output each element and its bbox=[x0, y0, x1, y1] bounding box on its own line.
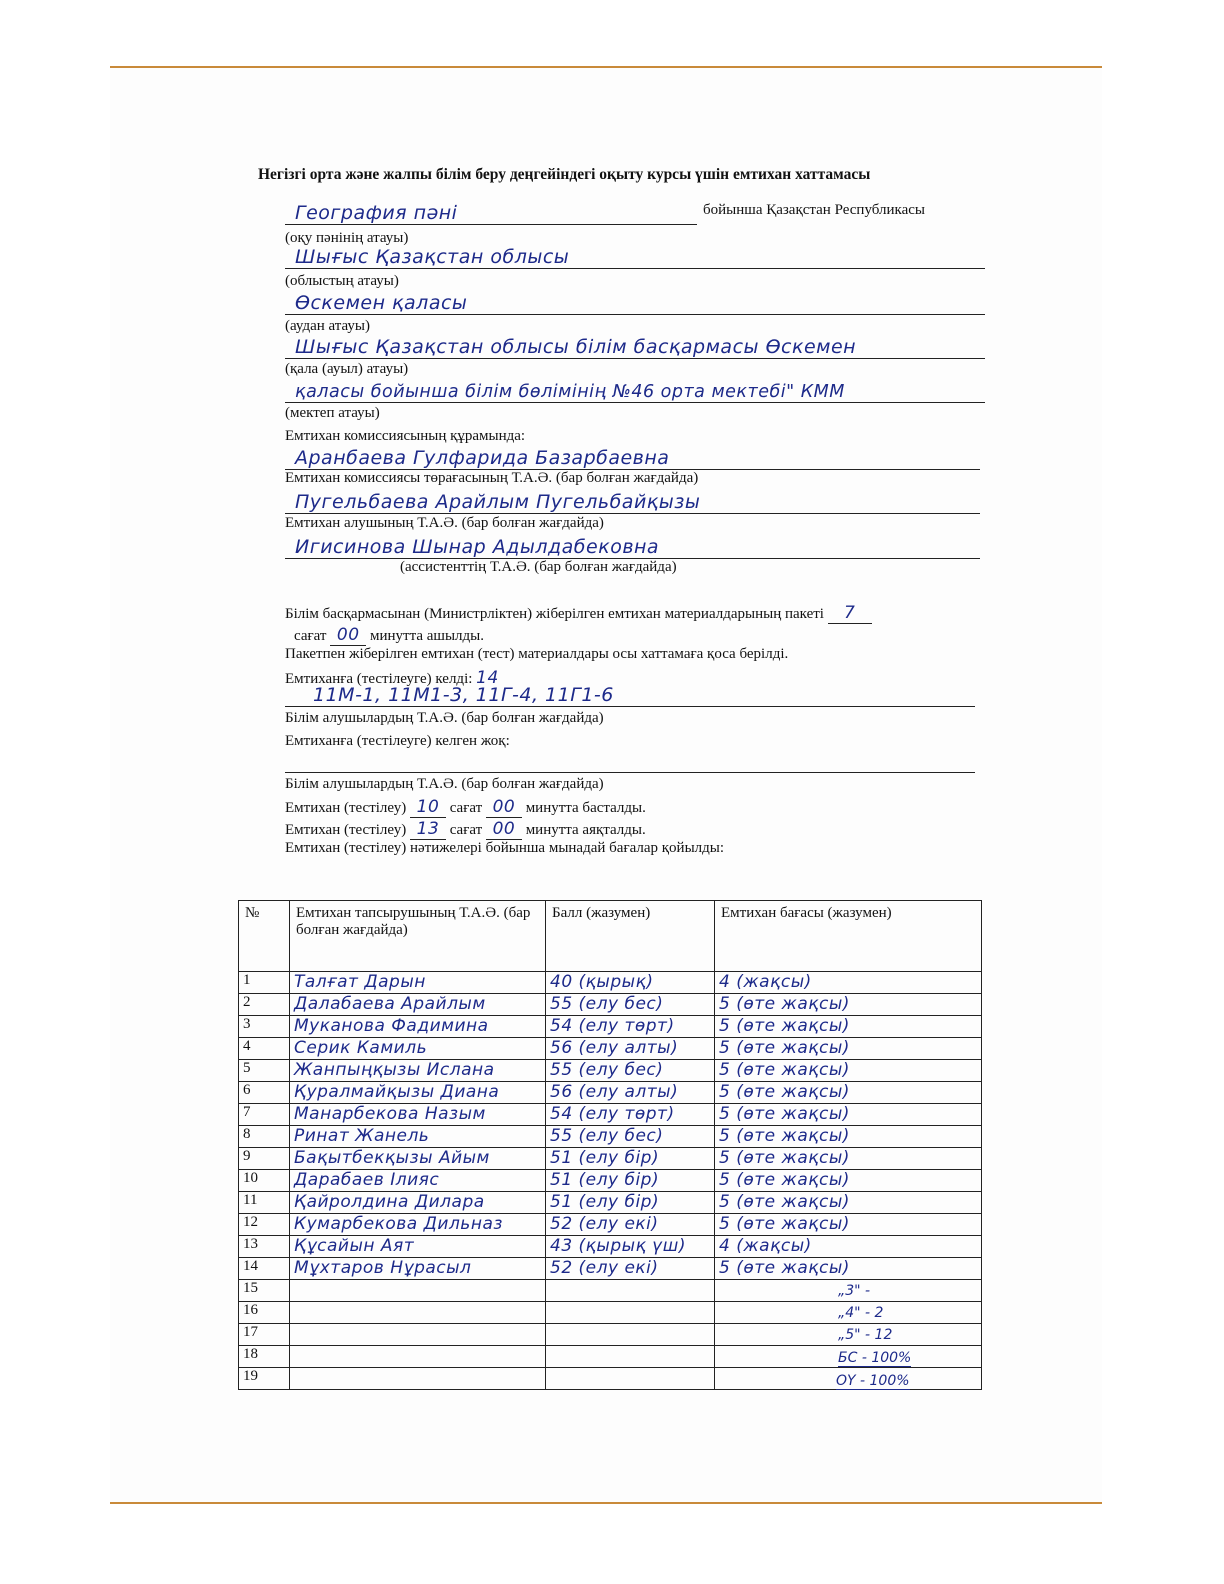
row-student-name: Талғат Дарын bbox=[290, 972, 546, 994]
package-attached: Пакетпен жіберілген емтихан (тест) материалдары осы хаттамаға қоса берілді. bbox=[285, 646, 789, 662]
row-score: 40 (қырық) bbox=[546, 972, 715, 994]
row-grade: 5 (өте жақсы) bbox=[715, 1060, 982, 1082]
package-line2-suffix: минутта ашылды. bbox=[369, 628, 484, 644]
row-student-name: Мұхтаров Нұрасыл bbox=[290, 1258, 546, 1280]
summary-note: БС - 100% bbox=[838, 1350, 912, 1366]
header-score: Балл (жазумен) bbox=[546, 901, 715, 972]
row-grade: 5 (өте жақсы) bbox=[715, 1016, 982, 1038]
row-score: 55 (елу бес) bbox=[546, 994, 715, 1016]
table-row bbox=[239, 1082, 982, 1104]
start-line bbox=[285, 797, 646, 818]
row-grade: 5 (өте жақсы) bbox=[715, 1214, 982, 1236]
row-number: 10 bbox=[239, 1170, 290, 1192]
assistant-caption: (ассистенттің Т.А.Ә. (бар болған жағдайда) bbox=[400, 559, 677, 575]
row-number: 12 bbox=[239, 1214, 290, 1236]
row-number: 8 bbox=[239, 1126, 290, 1148]
row-number: 3 bbox=[239, 1016, 290, 1038]
start-suffix: минутта басталды. bbox=[525, 800, 646, 816]
row-grade: 5 (өте жақсы) bbox=[715, 1082, 982, 1104]
summary-note: „4" - 2 bbox=[838, 1305, 884, 1321]
assistant-field bbox=[285, 536, 980, 559]
start-hour-label: сағат bbox=[449, 800, 483, 816]
examiner-caption: Емтихан алушының Т.А.Ә. (бар болған жағдайда) bbox=[285, 515, 604, 531]
district-caption: (аудан атауы) bbox=[285, 318, 370, 334]
region-value: Шығыс Қазақстан облысы bbox=[295, 246, 570, 268]
table-row bbox=[239, 1148, 982, 1170]
row-grade: 5 (өте жақсы) bbox=[715, 1170, 982, 1192]
package-line1-text: Білім басқармасынан (Министрліктен) жіберілген емтихан материалдарының пакеті bbox=[285, 606, 824, 622]
row-student-name bbox=[290, 1368, 546, 1390]
end-line bbox=[285, 819, 646, 840]
school-caption: (мектеп атауы) bbox=[285, 405, 380, 421]
table-row bbox=[239, 1258, 982, 1280]
district-value: Өскемен қаласы bbox=[295, 292, 468, 314]
attended-classes-field bbox=[285, 684, 975, 707]
end-minute: 00 bbox=[486, 819, 522, 840]
row-score: 51 (елу бір) bbox=[546, 1170, 715, 1192]
row-number: 1 bbox=[239, 972, 290, 994]
region-caption: (облыстың атауы) bbox=[285, 273, 399, 289]
row-student-name: Ринат Жанель bbox=[290, 1126, 546, 1148]
summary-note: „5" - 12 bbox=[838, 1327, 893, 1343]
start-minute: 00 bbox=[486, 797, 522, 818]
end-prefix: Емтихан (тестілеу) bbox=[285, 822, 407, 838]
row-student-name: Муканова Фадимина bbox=[290, 1016, 546, 1038]
row-grade: 5 (өте жақсы) bbox=[715, 1258, 982, 1280]
table-header-row bbox=[239, 901, 982, 972]
table-row bbox=[239, 1170, 982, 1192]
row-score bbox=[546, 1280, 715, 1302]
row-score bbox=[546, 1346, 715, 1368]
school-value: қаласы бойынша білім бөлімінің №46 орта мектебі" КММ bbox=[295, 382, 845, 402]
subject-caption: (оқу пәнінің атауы) bbox=[285, 230, 409, 246]
row-number: 14 bbox=[239, 1258, 290, 1280]
summary-note: „3" - bbox=[838, 1283, 871, 1299]
region-field bbox=[285, 246, 985, 269]
assistant-value: Игисинова Шынар Адылдабековна bbox=[295, 536, 660, 558]
row-student-name: Қуралмайқызы Диана bbox=[290, 1082, 546, 1104]
row-number: 7 bbox=[239, 1104, 290, 1126]
row-student-name: Далабаева Арайлым bbox=[290, 994, 546, 1016]
table-row bbox=[239, 1060, 982, 1082]
start-hour: 10 bbox=[410, 797, 446, 818]
row-score: 52 (елу екі) bbox=[546, 1214, 715, 1236]
row-score: 56 (елу алты) bbox=[546, 1038, 715, 1060]
row-grade: 5 (өте жақсы) bbox=[715, 1148, 982, 1170]
table-row bbox=[239, 994, 982, 1016]
row-number: 18 bbox=[239, 1346, 290, 1368]
row-student-name: Қайролдина Дилара bbox=[290, 1192, 546, 1214]
results-intro: Емтихан (тестілеу) нәтижелері бойынша мынадай бағалар қойылды: bbox=[285, 840, 725, 856]
table-row bbox=[239, 1214, 982, 1236]
table-row bbox=[239, 1104, 982, 1126]
commission-label: Емтихан комиссиясының құрамында: bbox=[285, 428, 526, 444]
row-student-name: Кумарбекова Дильназ bbox=[290, 1214, 546, 1236]
row-score: 54 (елу төрт) bbox=[546, 1016, 715, 1038]
row-student-name bbox=[290, 1324, 546, 1346]
examiner-value: Пугельбаева Арайлым Пугельбайқызы bbox=[295, 491, 701, 513]
table-row bbox=[239, 1192, 982, 1214]
city-field bbox=[285, 336, 985, 359]
row-score bbox=[546, 1324, 715, 1346]
chairman-field bbox=[285, 447, 980, 470]
school-field bbox=[285, 380, 985, 403]
attended-label: Емтиханға (тестілеуге) келді: bbox=[285, 671, 473, 687]
end-hour: 13 bbox=[410, 819, 446, 840]
subject-value: География пәні bbox=[295, 202, 458, 224]
table-row bbox=[239, 1038, 982, 1060]
end-suffix: минутта аяқталды. bbox=[525, 822, 646, 838]
row-score: 54 (елу төрт) bbox=[546, 1104, 715, 1126]
subject-field bbox=[285, 202, 697, 225]
subject-suffix: бойынша Қазақстан Республикасы bbox=[703, 202, 925, 218]
row-student-name: Жанпыңқызы Ислана bbox=[290, 1060, 546, 1082]
attended-caption: Білім алушылардың Т.А.Ә. (бар болған жағдайда) bbox=[285, 710, 604, 726]
package-minute: 00 bbox=[330, 625, 366, 646]
row-grade: 5 (өте жақсы) bbox=[715, 1192, 982, 1214]
row-grade: 5 (өте жақсы) bbox=[715, 1038, 982, 1060]
row-number: 5 bbox=[239, 1060, 290, 1082]
chairman-caption: Емтихан комиссиясы төрағасының Т.А.Ә. (бар болған жағдайда) bbox=[285, 470, 699, 486]
package-hour: 7 bbox=[828, 603, 872, 624]
package-hour-label: сағат bbox=[294, 628, 327, 644]
row-student-name: Серик Камиль bbox=[290, 1038, 546, 1060]
row-score: 56 (елу алты) bbox=[546, 1082, 715, 1104]
table-row bbox=[239, 1126, 982, 1148]
summary-note: ОҮ - 100% bbox=[836, 1373, 910, 1389]
absent-caption: Білім алушылардың Т.А.Ә. (бар болған жағдайда) bbox=[285, 776, 604, 792]
chairman-value: Аранбаева Гулфарида Базарбаевна bbox=[295, 447, 670, 469]
row-score bbox=[546, 1368, 715, 1390]
header-number: № bbox=[239, 901, 290, 972]
document-title: Негізгі орта және жалпы білім беру деңгейіндегі оқыту курсы үшін емтихан хаттамасы bbox=[258, 166, 871, 183]
row-number: 13 bbox=[239, 1236, 290, 1258]
absent-field bbox=[285, 750, 975, 773]
end-hour-label: сағат bbox=[449, 822, 483, 838]
row-student-name bbox=[290, 1302, 546, 1324]
table-row bbox=[239, 1016, 982, 1038]
absent-label: Емтиханға (тестілеуге) келген жоқ: bbox=[285, 733, 510, 749]
row-student-name: Бақытбекқызы Айым bbox=[290, 1148, 546, 1170]
attended-count: 14 bbox=[476, 668, 499, 688]
row-grade: 5 (өте жақсы) bbox=[715, 994, 982, 1016]
row-grade: 5 (өте жақсы) bbox=[715, 1126, 982, 1148]
row-number: 2 bbox=[239, 994, 290, 1016]
examiner-field bbox=[285, 491, 980, 514]
row-score: 55 (елу бес) bbox=[546, 1060, 715, 1082]
row-grade: 4 (жақсы) bbox=[715, 1236, 982, 1258]
row-number: 16 bbox=[239, 1302, 290, 1324]
row-grade: 5 (өте жақсы) bbox=[715, 1104, 982, 1126]
row-student-name bbox=[290, 1280, 546, 1302]
row-number: 17 bbox=[239, 1324, 290, 1346]
row-student-name bbox=[290, 1346, 546, 1368]
row-number: 6 bbox=[239, 1082, 290, 1104]
row-number: 4 bbox=[239, 1038, 290, 1060]
package-line1 bbox=[285, 603, 872, 624]
district-field bbox=[285, 292, 985, 315]
header-name: Емтихан тапсырушының Т.А.Ә. (бар болған жағдайда) bbox=[290, 901, 546, 972]
package-line2 bbox=[294, 625, 484, 646]
city-caption: (қала (ауыл) атауы) bbox=[285, 361, 409, 377]
row-score: 51 (елу бір) bbox=[546, 1192, 715, 1214]
row-score: 51 (елу бір) bbox=[546, 1148, 715, 1170]
table-row bbox=[239, 1236, 982, 1258]
attended-classes: 11М-1, 11М1-3, 11Г-4, 11Г1-6 bbox=[313, 684, 614, 706]
city-value: Шығыс Қазақстан облысы білім басқармасы Өскемен bbox=[295, 336, 857, 358]
row-number: 19 bbox=[239, 1368, 290, 1390]
row-number: 15 bbox=[239, 1280, 290, 1302]
start-prefix: Емтихан (тестілеу) bbox=[285, 800, 407, 816]
row-grade: 4 (жақсы) bbox=[715, 972, 982, 994]
table-row bbox=[239, 972, 982, 994]
row-student-name: Құсайын Аят bbox=[290, 1236, 546, 1258]
row-score: 55 (елу бес) bbox=[546, 1126, 715, 1148]
row-number: 9 bbox=[239, 1148, 290, 1170]
row-student-name: Манарбекова Назым bbox=[290, 1104, 546, 1126]
row-student-name: Дарабаев Ілияс bbox=[290, 1170, 546, 1192]
row-score: 52 (елу екі) bbox=[546, 1258, 715, 1280]
header-grade: Емтихан бағасы (жазумен) bbox=[715, 901, 982, 972]
row-number: 11 bbox=[239, 1192, 290, 1214]
row-score bbox=[546, 1302, 715, 1324]
row-score: 43 (қырық үш) bbox=[546, 1236, 715, 1258]
